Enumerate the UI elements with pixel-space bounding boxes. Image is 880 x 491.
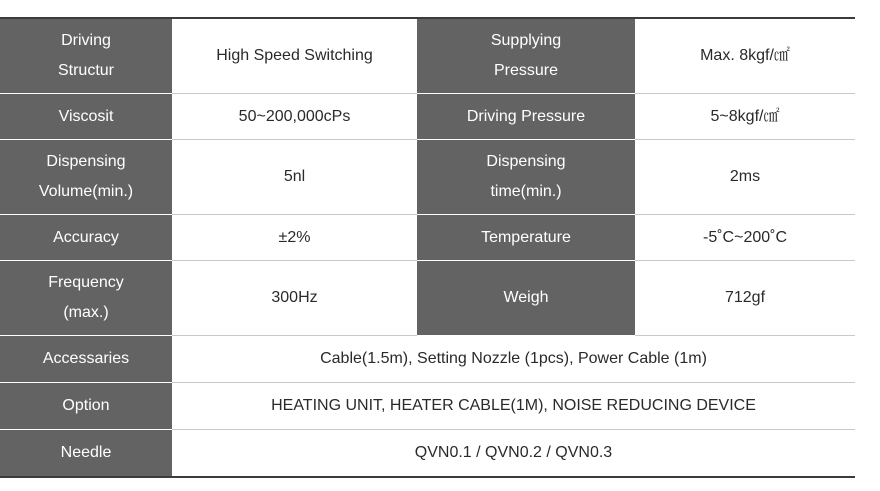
- value-driving-structure: High Speed Switching: [172, 18, 417, 94]
- value-frequency: 300Hz: [172, 261, 417, 336]
- spec-row-accuracy: [0, 215, 855, 261]
- label-needle: Needle: [0, 430, 172, 478]
- spec-row-frequency: [0, 261, 855, 336]
- label-frequency: Frequency (max.): [0, 261, 172, 336]
- spec-row-needle: [0, 430, 855, 478]
- label-dispensing-volume: Dispensing Volume(min.): [0, 140, 172, 215]
- label-option: Option: [0, 383, 172, 430]
- spec-row-dispensing: [0, 140, 855, 215]
- label-viscosity: Viscosit: [0, 94, 172, 140]
- value-option: HEATING UNIT, HEATER CABLE(1M), NOISE REDUCING DEVICE: [172, 383, 855, 430]
- value-driving-pressure: 5~8kgf/㎠: [635, 94, 855, 140]
- value-viscosity: 50~200,000cPs: [172, 94, 417, 140]
- label-accessories: Accessaries: [0, 336, 172, 383]
- spec-row-viscosity: [0, 94, 855, 140]
- spec-row-accessories: [0, 336, 855, 383]
- label-accuracy: Accuracy: [0, 215, 172, 261]
- value-weight: 712gf: [635, 261, 855, 336]
- label-temperature: Temperature: [417, 215, 635, 261]
- value-supplying-pressure: Max. 8kgf/㎠: [635, 18, 855, 94]
- spec-row-driving-structure: [0, 18, 855, 94]
- label-supplying-pressure: Supplying Pressure: [417, 18, 635, 94]
- value-dispensing-time: 2ms: [635, 140, 855, 215]
- label-weight: Weigh: [417, 261, 635, 336]
- spec-row-option: [0, 383, 855, 430]
- value-accuracy: ±2%: [172, 215, 417, 261]
- value-dispensing-volume: 5nl: [172, 140, 417, 215]
- label-driving-structure: Driving Structur: [0, 18, 172, 94]
- spec-table: [0, 17, 855, 478]
- value-accessories: Cable(1.5m), Setting Nozzle (1pcs), Power Cable (1m): [172, 336, 855, 383]
- value-needle: QVN0.1 / QVN0.2 / QVN0.3: [172, 430, 855, 478]
- label-driving-pressure: Driving Pressure: [417, 94, 635, 140]
- value-temperature: -5˚C~200˚C: [635, 215, 855, 261]
- label-dispensing-time: Dispensing time(min.): [417, 140, 635, 215]
